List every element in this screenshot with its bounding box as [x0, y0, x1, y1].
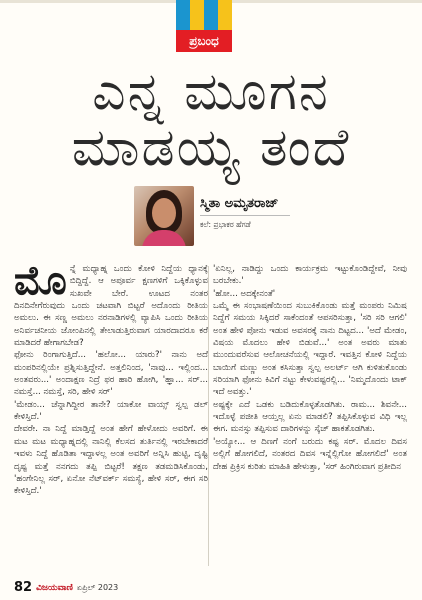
paragraph: 'ಹೋ... ಅದಕ್ಕೇನಂತೆ'	[213, 288, 276, 299]
section-stripe-decoration	[204, 0, 218, 30]
article-column-left	[14, 258, 208, 498]
author-name: ಸ್ಮಿತಾ ಅಮೃತರಾಜ್	[200, 196, 279, 211]
article-column-right	[213, 263, 407, 473]
column-divider	[208, 266, 209, 566]
article-title-line-2: ಮಾಡಯ್ಯ ತಂದೆ	[71, 118, 351, 178]
paragraph: 'ಏನಿಲ್ಲ, ನಾಡಿದ್ದು ಒಂದು ಕಾರ್ಯಕ್ರಮ ಇಟ್ಟುಕೊಂಡಿದ್ದೇವೆ, ನೀವು ಬರಬೇಕು.'	[213, 264, 407, 287]
author-photo	[134, 186, 194, 246]
paragraph: ಫೋನು ರಿಂಗಾಗುತ್ತಿದೆ... 'ಹಲೋ... ಯಾರು?' ನಾನು ಅದೆ ಮಂಪರಿನಲ್ಲಿಯೇ ಪ್ರಶ್ನಿಸುತ್ತಿದ್ದೇನೆ. ಅತ್ತಲಿನಿಂದ, 'ನಾವು... ಇಲ್ಲಿಂದ... ಅಂತವರು...' ಅಂದಾಕ್ಷಣ ನಿದ್ರೆ ಫರ ಹಾರಿ ಹೋಗಿ, 'ಹ್ಞಾ... ಸರ್... ನಮಸ್ತೆ... ನಮಸ್ತೆ, ಸರಿ, ಹೇಳಿ ಸರ್'	[14, 350, 208, 398]
article-title-line-1: ಎನ್ನ ಮೂಗನ	[92, 62, 330, 122]
page-number: 82	[14, 580, 33, 595]
page-footer	[14, 580, 118, 595]
paragraph: ನ್ನೆ ಮಧ್ಯಾಹ್ನ ಒಂದು ಕೋಳಿ ನಿದ್ದೆಯ ಧ್ಯಾನಕ್ಕೆ ಬಿದ್ದಿದ್ದೆ. ಆ ಅಪೂರ್ವ ಕ್ಷಣಗಳಿಗೆ ಒಕ್ಕಿಕೊಳ್ಳುವ ಸುಖವೇ ಬೇರೆ. ಊಟದ ನಂತರ ದಿನದಿನೇಗೆರುವುದು ಒಂದು ಚಟವಾಗಿ ಬಿಟ್ಟರೆ ಅದೊಂದು ರೀತಿಯ ಅಮಲು. ಈ ಸಣ್ಣ ಅಮಲು ನರನಾಡಿಗಳಲ್ಲಿ ವ್ಯಾಪಿಸಿ ಒಂದು ರೀತಿಯ ಅನಿರ್ವಚನೀಯ ಜೋಂಪಿನಲ್ಲಿ ತೇಲಾಡುತ್ತಿರುವಾಗ ಯಾರದಾದರೂ ಕರೆ ಮಾಡಿದರೆ ಹೇಗಾಗಬೇಡ?	[14, 264, 208, 349]
illustration-credit: ಕಲೆ: ಪ್ರಭಾಕರ ಹೆಗಡೆ	[200, 220, 251, 229]
paragraph: ದೇವರೇ. ನಾ ನಿದ್ದೆ ಮಾಡ್ತಿದ್ದೆ ಅಂತ ಹೇಗೆ ಹೇಳೋದು ಅವರಿಗೆ. ಈ ಮಟ ಮಟ ಮಧ್ಯಾಹ್ನದಲ್ಲಿ ನಾನಿಲ್ಲಿ ಕೆಲಸದ ತುರ್ತಿನಲ್ಲಿ ಇರಬೇಕಾದರೆ ಇವಳು ನಿದ್ದೆ ಹೊಡಿತಾ ಇದ್ದಾಳಲ್ಲ ಅಂತ ಅವರಿಗೆ ಅನ್ನಿಸಿ ಹುಟ್ಟಿ, ದೃಷ್ಟಿ ದೃಷ್ಟ ಮತ್ತೆ ನನಗದು ತಪ್ಪಿ ಬಿಟ್ಟರೆ! ತಕ್ಷಣ ತಡಮಡಿಸಿಕೊಂಡು, 'ಹಂಗೇನಿಲ್ಲ ಸರ್, ಏನೋ ನೆಟ್‌ವರ್ಕ್ ಸಮಸ್ಯೆ, ಹೇಳಿ ಸರ್, ಈಗ ಸರಿ ಕೇಳಿಸ್ತಿದೆ.'	[14, 424, 208, 497]
paragraph: ಅಷ್ಟಕ್ಕೇ ಎದೆ ಒಡಕು ಬಡಿದುಕೊಳ್ಳತೊಡಗಿತು. ರಾಮ... ಶಿವನೇ... ಇದೊಳ್ಳೆ ಪಜೀತಿ ಆಯ್ತಲ್ಲ ಏನು ಮಾಡಲಿ? ತಪ್ಪಿಸಿಕೊಳ್ಳುವ ವಿಧಿ ಇಲ್ಲ ಈಗ. ಮನಸ್ಸು ತಪ್ಪಿಸುವ ದಾರಿಗಳನ್ನು ಸ್ಕೆಚ್ ಹಾಕತೊಡಗಿತು.	[213, 399, 407, 435]
magazine-name: ವಿಜಯವಾಣಿ	[36, 582, 73, 593]
paragraph: 'ಅಯ್ಯೋ... ಆ ದಿಣಗೆ ನಂಗೆ ಬರುದು ಕಷ್ಟ ಸರ್. ಮೊದಲ ದಿವಸ ಅಲ್ಲಿಗೆ ಹೋಗಲಿದೆ, ನಂತರದ ದಿವಸ ಇನ್ನೆಲ್ಲಿಗೋ ಹೋಗಲಿದೆ' ಅಂತ ದೇಹ ಪ್ರಿಕ್ರಿಸ ಕುರಿತು ಮಾಹಿತಿ ಹೇಳುತ್ತಾ, 'ಸರ್ ಹಿಂಗಿರುವಾಗ ಪ್ರತೀದಿನ	[213, 436, 407, 472]
section-stripe-decoration	[218, 0, 232, 30]
issue-date: ಏಪ್ರಿಲ್ 2023	[76, 582, 119, 592]
author-rule	[200, 215, 290, 216]
dropcap: ಮೊ	[14, 258, 67, 304]
section-stripe-decoration	[190, 0, 204, 30]
paragraph: 'ಮೇಡಂ... ಚೆನ್ನಾಗಿದ್ದೀರ ತಾನೇ? ಯಾಕೋ ವಾಯ್ಸ್ ಸ್ವಲ್ಪ ಡಲ್ ಕೇಳಿಸ್ತಿದೆ.'	[14, 399, 208, 423]
section-tag: ಪ್ರಬಂಧ	[176, 30, 232, 52]
section-stripe-decoration	[176, 0, 190, 30]
paragraph: ಒಮ್ಮೆ ಈ ಸಂಭಾಷಣೆಯಿಂದ ಸುಬುಕಿಕೊಂಡು ಮತ್ತೆ ಮಂಪರು ನಿಮಿಷ ನಿದ್ದೆಗೆ ಸಮಯ ಸಿಕ್ಕಿದರೆ ಸಾಕೆಂದಂತೆ ಆಪಸರಿಸುತ್ತಾ, 'ಸರಿ ಸರಿ ಆಗಲಿ' ಅಂತ ಹೇಳಿ ಪೋನು ಇಡುವ ಅವಸರಕ್ಕೆ ನಾನು ದಿಟ್ಟದ... 'ಅದೆ ಮೇಡಂ, ವಿಷಯ ಮೊದಲು ಹೇಳಿ ಬಿಡುವೆ...' ಅಂತ ಅವರು ಮಾತು ಮುಂದುವರೆಸುವ ಆಲೋಚನೆಯಲ್ಲಿ ಇದ್ದಾರೆ. ಇವತ್ತಿನ ಕೋಳಿ ನಿದ್ದೆಯ ಬಾಯಿಗೆ ಮಣ್ಣು ಅಂತ ಕಸಿಸುತ್ತಾ ಸ್ವಲ್ಪ ಅಲರ್ಟ್ ಆಗಿ ಕುಳಿತುಕೊಂಡು ಸರಿಯಾಗಿ ಫೋನು ಕಿವಿಗೆ ನಟ್ಟು ಕೇಳುವಷ್ಟರಲ್ಲಿ... 'ನಿಮ್ಮದೊಂದು ಟಾಕ್ ಇದೆ ಅವತ್ತು.'	[213, 301, 407, 398]
